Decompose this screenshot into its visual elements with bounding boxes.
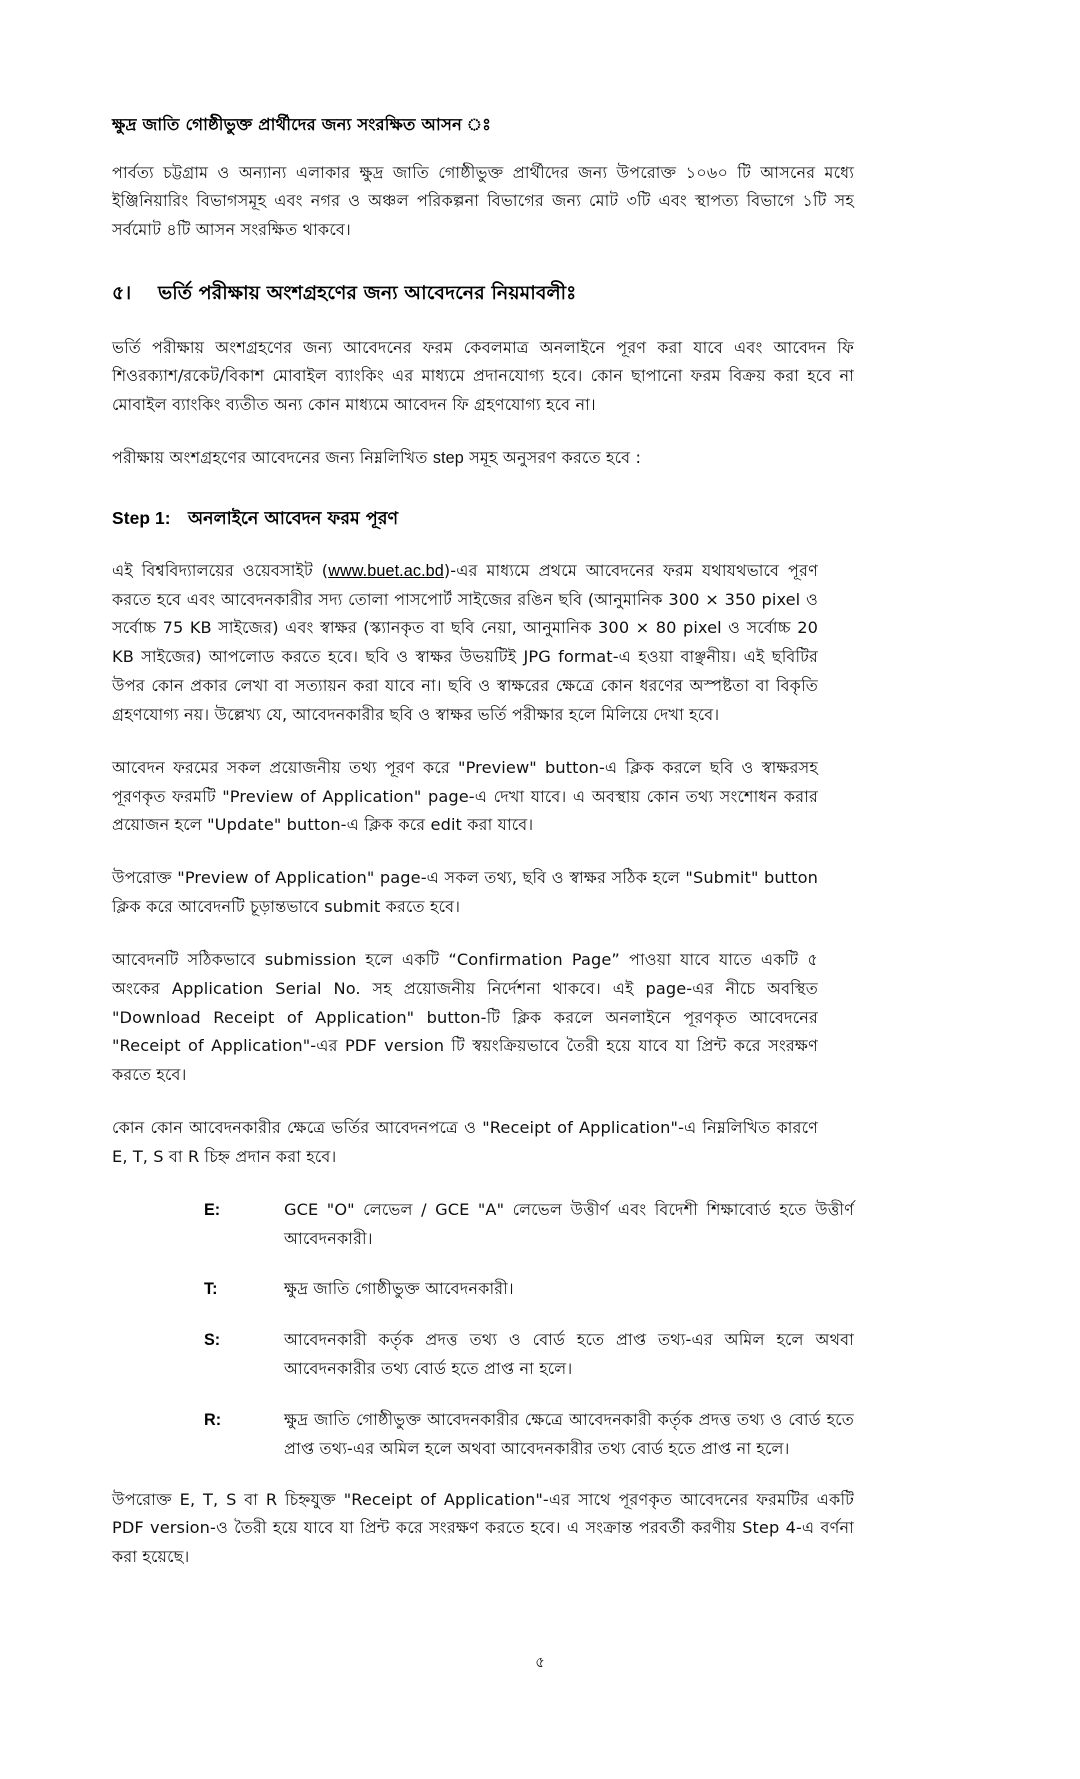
- reserved-seats-heading: ক্ষুদ্র জাতি গোষ্ঠীভুক্ত প্রার্থীদের জন্য সংরক্ষিত আসন ঃ: [112, 115, 492, 134]
- step-1-paragraph-5: কোন কোন আবেদনকারীর ক্ষেত্রে ভর্তির আবেদনপত্রে ও "Receipt of Application"-এ নিম্নলিখিত কারণে E, T, S বা R চিহ্ন প্রদান করা হবে।: [112, 1118, 818, 1166]
- step-1-paragraph-3: উপরোক্ত "Preview of Application" page-এ সকল তথ্য, ছবি ও স্বাক্ষর সঠিক হলে "Submit" button ক্লিক করে আবেদনটি চূড়ান্তভাবে submit করতে হবে।: [112, 868, 818, 917]
- section-5-number: ৫।: [112, 282, 132, 305]
- section-5-intro-paragraph: ভর্তি পরীক্ষায় অংশগ্রহণের জন্য আবেদনের ফরম কেবলমাত্র অনলাইনে পূরণ করা যাবে এবং আবেদন ফি শিওরক্যাশ/রকেট/বিকাশ মোবাইল ব্যাংকিং এর মাধ্যমে প্রদানযোগ্য হবে। কোন ছাপানো ফরম বিক্রয় করা হবে না মোবাইল ব্যাংকিং ব্যতীত অন্য কোন মাধ্যমে আবেদন ফি গ্রহণযোগ্য হবে না।: [112, 337, 854, 415]
- code-text-s: আবেদনকারী কর্তৃক প্রদত্ত তথ্য ও বোর্ড হতে প্রাপ্ত তথ্য-এর অমিল হলে অথবা আবেদনকারীর তথ্য বোর্ড হতে প্রাপ্ত না হলে।: [284, 1330, 854, 1379]
- reserved-seats-paragraph: পার্বত্য চট্টগ্রাম ও অন্যান্য এলাকার ক্ষুদ্র জাতি গোষ্ঠীভুক্ত প্রার্থীদের জন্য উপরোক্ত ১০৬০ টি আসনের মধ্যে ইঞ্জিনিয়ারিং বিভাগসমূহ এবং নগর ও অঞ্চল পরিকল্পনা বিভাগের জন্য মোট ৩টি এবং স্থাপত্য বিভাগে ১টি সহ সর্বমোট ৪টি আসন সংরক্ষিত থাকবে।: [112, 162, 854, 240]
- code-key-r: R:: [204, 1410, 222, 1429]
- code-legend-item-t: [112, 1275, 854, 1304]
- code-key-t: T:: [204, 1280, 218, 1299]
- step-1-heading: [112, 503, 854, 535]
- step-1-paragraph-1: [112, 557, 818, 730]
- code-legend-item-s: [112, 1326, 854, 1384]
- section-5-title: ভর্তি পরীক্ষায় অংশগ্রহণের জন্য আবেদনের নিয়মাবলীঃ: [158, 282, 577, 305]
- code-text-t: ক্ষুদ্র জাতি গোষ্ঠীভুক্ত আবেদনকারী।: [284, 1279, 514, 1299]
- step-1-paragraph-4: আবেদনটি সঠিকভাবে submission হলে একটি “Confirmation Page” পাওয়া যাবে যাতে একটি ৫ অংকের Application Serial No. সহ প্রয়োজনীয় নির্দেশনা থাকবে। এই page-এর নীচে অবস্থিত "Download Receipt of Application" button-টি ক্লিক করলে অনলাইনে পূরণকৃত আবেদনের "Receipt of Application"-এর PDF version টি স্বয়ংক্রিয়ভাবে তৈরী হয়ে যাবে যা প্রিন্ট করে সংরক্ষণ করতে হবে।: [112, 949, 818, 1085]
- buet-website-link[interactable]: www.buet.ac.bd: [328, 561, 444, 580]
- step-1-paragraph-6: উপরোক্ত E, T, S বা R চিহ্নযুক্ত "Receipt of Application"-এর সাথে পূরণকৃত আবেদনের ফরমটির একটি PDF version-ও তৈরী হয়ে যাবে যা প্রিন্ট করে সংরক্ষণ করতে হবে। এ সংক্রান্ত পরবর্তী করণীয় Step 4-এ বর্ণনা করা হয়েছে।: [112, 1489, 854, 1567]
- code-legend-item-e: [112, 1196, 854, 1254]
- page-content: [112, 112, 854, 1596]
- step-1-para1-rest: )-এর মাধ্যমে প্রথমে আবেদনের ফরম যথাযথভাবে পূরণ করতে হবে এবং আবেদনকারীর সদ্য তোলা পাসপোর্ট সাইজের রঙিন ছবি (আনুমানিক 300 × 350 pixel ও সর্বোচ্চ 75 KB সাইজের) এবং স্বাক্ষর (স্ক্যানকৃত বা ছবি নেয়া, আনুমানিক 300 × 80 pixel ও সর্বোচ্চ 20 KB সাইজের) আপলোড করতে হবে। ছবি ও স্বাক্ষর উভয়টিই JPG format-এ হওয়া বাঞ্ছনীয়। এই ছবিটির উপর কোন প্রকার লেখা বা সত্যায়ন করা যাবে না। ছবি ও স্বাক্ষরের ক্ষেত্রে কোন ধরণের অস্পষ্টতা বা বিকৃতি গ্রহণযোগ্য নয়। উল্লেখ্য যে, আবেদনকারীর ছবি ও স্বাক্ষর ভর্তি পরীক্ষার হলে মিলিয়ে দেখা হবে।: [112, 560, 818, 724]
- code-text-e: GCE "O" লেভেল / GCE "A" লেভেল উত্তীর্ণ এবং বিদেশী শিক্ষাবোর্ড হতে উত্তীর্ণ আবেদনকারী।: [284, 1199, 854, 1248]
- code-legend-item-r: [112, 1406, 854, 1464]
- steps-intro-keyword: step: [432, 449, 464, 468]
- page-number: ৫: [535, 1653, 545, 1671]
- steps-intro-paragraph: [112, 444, 854, 473]
- code-key-s: S:: [204, 1331, 221, 1350]
- step-1-label: Step 1:: [112, 507, 171, 528]
- steps-intro-after: সমূহ অনুসরণ করতে হবে :: [463, 448, 642, 468]
- step-1-title: অনলাইনে আবেদন ফরম পূরণ: [188, 508, 399, 529]
- steps-intro-before: পরীক্ষায় অংশগ্রহণের আবেদনের জন্য নিম্নলিখিত: [112, 448, 433, 468]
- code-legend-list: [112, 1196, 854, 1464]
- step-1-paragraph-2: আবেদন ফরমের সকল প্রয়োজনীয় তথ্য পূরণ করে "Preview" button-এ ক্লিক করলে ছবি ও স্বাক্ষরসহ পূরণকৃত ফরমটি "Preview of Application" page-এ দেখা যাবে। এ অবস্থায় কোন তথ্য সংশোধন করার প্রয়োজন হলে "Update" button-এ ক্লিক করে edit করা যাবে।: [112, 757, 818, 835]
- code-key-e: E:: [204, 1200, 221, 1219]
- section-5-heading: [112, 279, 854, 308]
- code-text-r: ক্ষুদ্র জাতি গোষ্ঠীভুক্ত আবেদনকারীর ক্ষেত্রে আবেদনকারী কর্তৃক প্রদত্ত তথ্য ও বোর্ড হতে প্রাপ্ত তথ্য-এর অমিল হলে অথবা আবেদনকারীর তথ্য বোর্ড হতে প্রাপ্ত না হলে।: [284, 1409, 854, 1458]
- step-1-para1-prefix: এই বিশ্ববিদ্যালয়ের ওয়েবসাইট (: [112, 560, 329, 580]
